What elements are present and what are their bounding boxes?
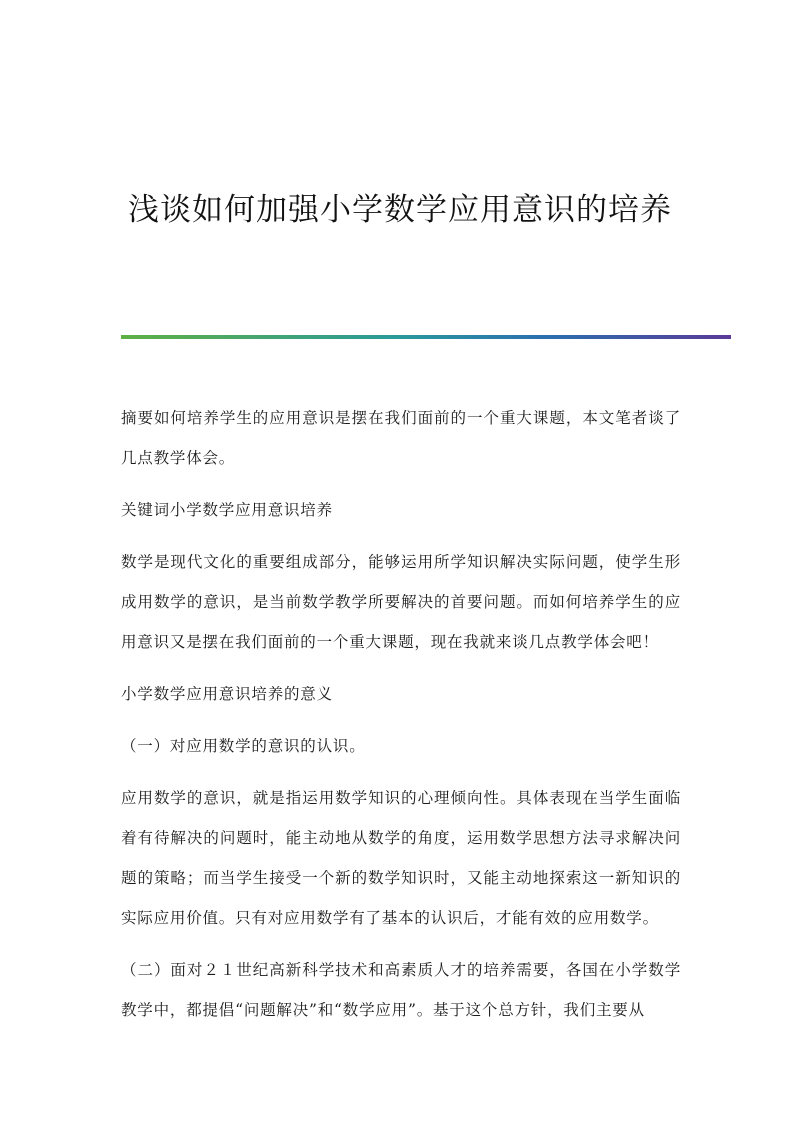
- document-body: [121, 398, 681, 1042]
- keywords-paragraph: 关键词小学数学应用意识培养: [121, 501, 333, 519]
- body-paragraph-2: （二）面对２１世纪高新科学技术和高素质人才的培养需要，各国在小学数学教学中，都提倡“问题解决”和“数学应用”。基于这个总方针，我们主要从: [121, 961, 681, 1019]
- title-divider: [121, 335, 731, 339]
- abstract-paragraph: 摘要如何培养学生的应用意识是摆在我们面前的一个重大课题，本文笔者谈了几点教学体会。: [121, 409, 681, 467]
- intro-paragraph: 数学是现代文化的重要组成部分，能够运用所学知识解决实际问题，使学生形成用数学的意识，是当前数学教学所要解决的首要问题。而如何培养学生的应用意识又是摆在我们面前的一个重大课题，现在我就来谈几点教学体会吧！: [121, 553, 681, 651]
- section-heading: 小学数学应用意识培养的意义: [121, 685, 333, 703]
- body-paragraph-1: 应用数学的意识，就是指运用数学知识的心理倾向性。具体表现在当学生面临着有待解决的问题时，能主动地从数学的角度，运用数学思想方法寻求解决问题的策略；而当学生接受一个新的数学知识时，又能主动地探索这一新知识的实际应用价值。只有对应用数学有了基本的认识后，才能有效的应用数学。: [121, 789, 681, 927]
- document-title: 浅谈如何加强小学数学应用意识的培养: [128, 192, 672, 228]
- subsection-heading-1: （一）对应用数学的意识的认识。: [121, 737, 366, 755]
